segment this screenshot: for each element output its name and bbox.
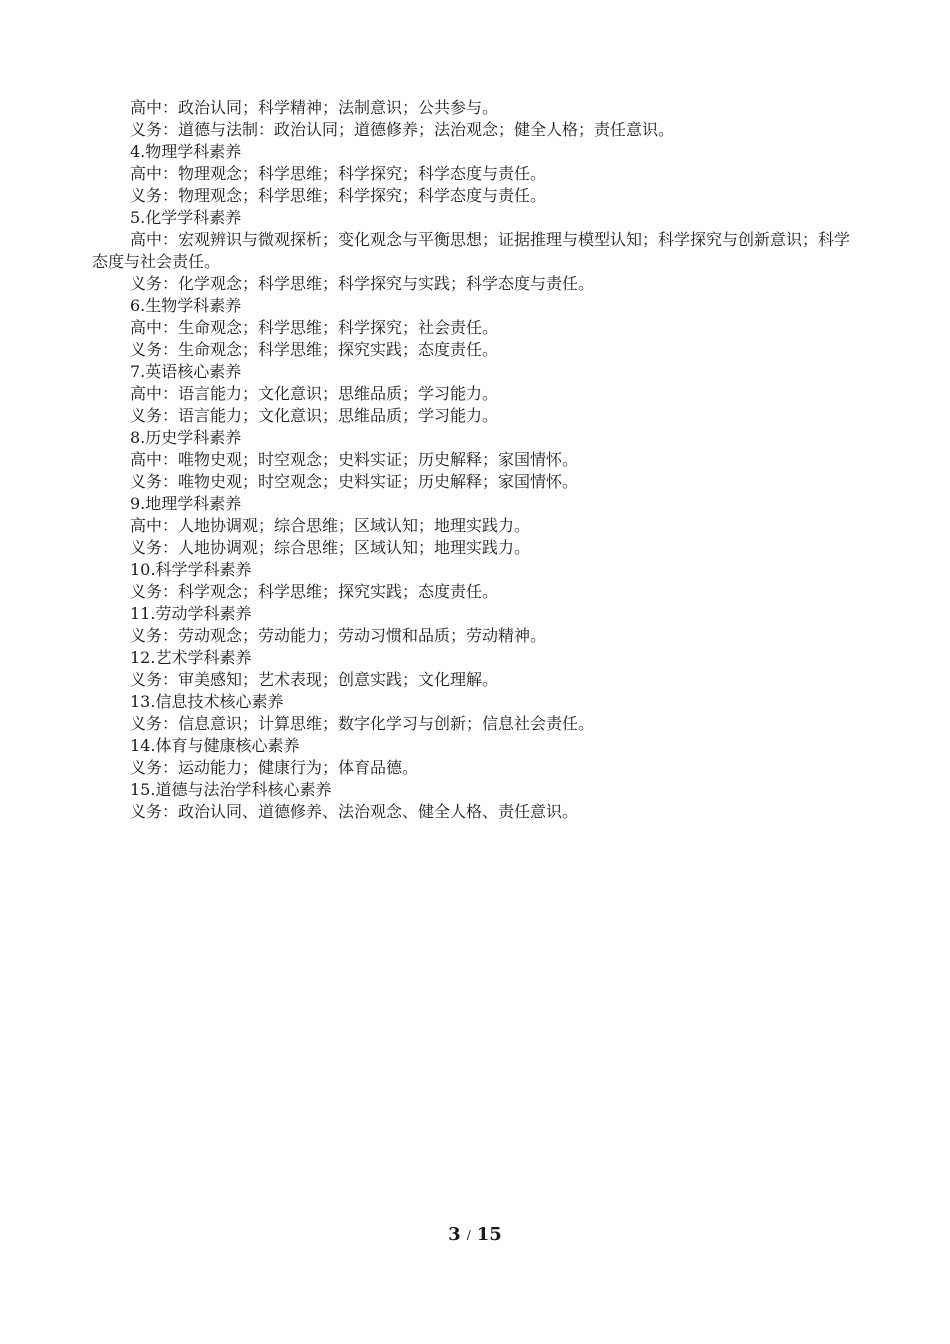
text-line: 义务：生命观念；科学思维；探究实践；态度责任。 <box>130 340 499 359</box>
text-line: 义务：语言能力；文化意识；思维品质；学习能力。 <box>130 406 499 425</box>
text-line: 义务：化学观念；科学思维；科学探究与实践；科学态度与责任。 <box>130 274 595 293</box>
section-heading: 10.科学学科素养 <box>130 560 252 579</box>
text-line: 义务：道德与法制：政治认同；道德修养；法治观念；健全人格；责任意识。 <box>130 120 675 139</box>
section-heading: 13.信息技术核心素养 <box>130 692 284 711</box>
section-heading: 15.道德与法治学科核心素养 <box>130 780 332 799</box>
text-line: 义务：审美感知；艺术表现；创意实践；文化理解。 <box>130 670 499 689</box>
text-line: 义务：劳动观念；劳动能力；劳动习惯和品质；劳动精神。 <box>130 626 547 645</box>
section-heading: 12.艺术学科素养 <box>130 648 252 667</box>
page-separator: / <box>466 1228 471 1242</box>
text-line: 高中：政治认同；科学精神；法制意识；公共参与。 <box>130 98 499 117</box>
text-line: 义务：信息意识；计算思维；数字化学习与创新；信息社会责任。 <box>130 714 595 733</box>
section-heading: 11.劳动学科素养 <box>130 604 252 623</box>
section-heading: 6.生物学科素养 <box>130 296 242 315</box>
current-page-number: 3 <box>448 1224 461 1245</box>
section-heading: 14.体育与健康核心素养 <box>130 736 300 755</box>
section-heading: 4.物理学科素养 <box>130 142 242 161</box>
text-line: 义务：人地协调观；综合思维；区域认知；地理实践力。 <box>130 538 531 557</box>
text-line: 义务：政治认同、道德修养、法治观念、健全人格、责任意识。 <box>130 802 579 821</box>
text-line: 高中：唯物史观；时空观念；史料实证；历史解释；家国情怀。 <box>130 450 579 469</box>
text-line: 高中：物理观念；科学思维；科学探究；科学态度与责任。 <box>130 164 547 183</box>
text-line: 义务：运动能力；健康行为；体育品德。 <box>130 758 419 777</box>
text-line: 高中：宏观辨识与微观探析；变化观念与平衡思想；证据推理与模型认知；科学探究与创新意识；科学态度与社会责任。 <box>92 230 851 271</box>
section-heading: 9.地理学科素养 <box>130 494 242 513</box>
text-line: 高中：人地协调观；综合思维；区域认知；地理实践力。 <box>130 516 531 535</box>
page-number <box>0 1224 950 1245</box>
document-body <box>92 97 860 823</box>
text-line: 义务：科学观念；科学思维；探究实践；态度责任。 <box>130 582 499 601</box>
text-line: 义务：唯物史观；时空观念；史料实证；历史解释；家国情怀。 <box>130 472 579 491</box>
section-heading: 8.历史学科素养 <box>130 428 242 447</box>
section-heading: 7.英语核心素养 <box>130 362 242 381</box>
section-heading: 5.化学学科素养 <box>130 208 242 227</box>
text-line: 义务：物理观念；科学思维；科学探究；科学态度与责任。 <box>130 186 547 205</box>
total-pages-number: 15 <box>476 1224 502 1245</box>
text-line: 高中：语言能力；文化意识；思维品质；学习能力。 <box>130 384 499 403</box>
text-line: 高中：生命观念；科学思维；科学探究；社会责任。 <box>130 318 499 337</box>
